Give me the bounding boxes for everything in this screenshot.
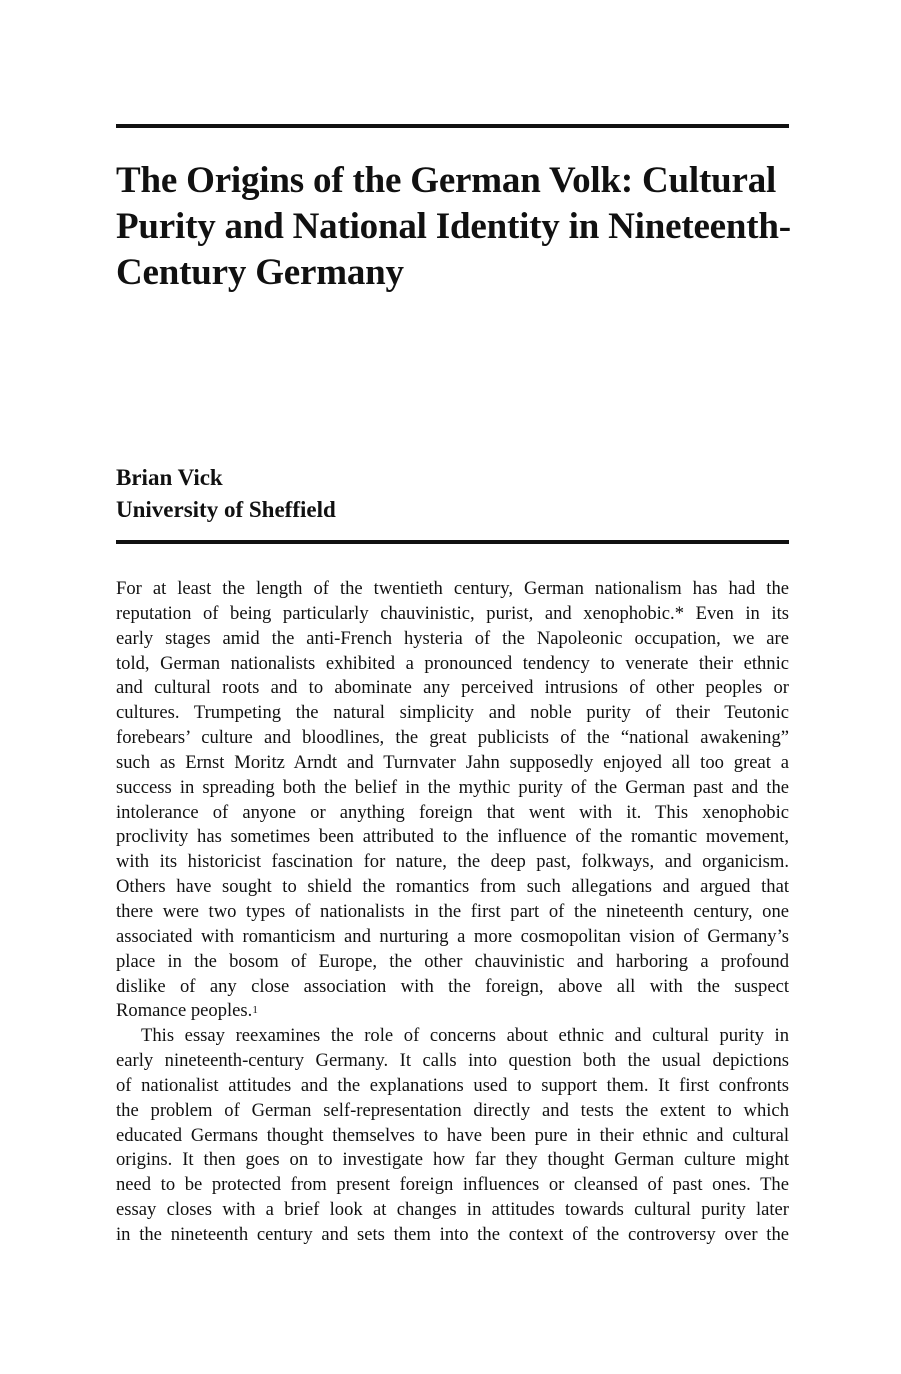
- text-line-content: Romance peoples.: [116, 1000, 253, 1022]
- text-line: forebears’ culture and bloodlines, the great publicists of the “national awakening”: [116, 727, 789, 749]
- top-rule: [116, 124, 789, 128]
- text-line: reputation of being particularly chauvinistic, purist, and xenophobic.* Even in its: [116, 602, 789, 624]
- text-line: the problem of German self-representation directly and tests the extent to which: [116, 1099, 789, 1121]
- author-affiliation: University of Sheffield: [116, 497, 336, 522]
- text-line: proclivity has sometimes been attributed to the influence of the romantic movement,: [116, 826, 789, 848]
- text-line: and cultural roots and to abominate any perceived intrusions of other peoples or: [116, 677, 789, 699]
- paragraph-1: [116, 577, 789, 1024]
- author-name: Brian Vick: [116, 465, 223, 490]
- footnote-marker: 1: [252, 1004, 258, 1017]
- text-line: in the nineteenth century and sets them into the context of the controversy over the: [116, 1223, 789, 1245]
- text-line: success in spreading both the belief in the mythic purity of the German past and the: [116, 776, 789, 798]
- text-line: told, German nationalists exhibited a pronounced tendency to venerate their ethnic: [116, 652, 789, 674]
- text-line: This essay reexamines the role of concerns about ethnic and cultural purity in: [141, 1025, 789, 1047]
- text-line: Others have sought to shield the romantics from such allegations and argued that: [116, 876, 789, 898]
- text-line: need to be protected from present foreign influences or cleansed of past ones. The: [116, 1174, 789, 1196]
- text-line: [116, 999, 789, 1024]
- paragraph-2: [116, 1024, 789, 1248]
- text-line: there were two types of nationalists in the first part of the nineteenth century, one: [116, 900, 789, 922]
- text-line: associated with romanticism and nurturing a more cosmopolitan vision of Germany’s: [116, 925, 789, 947]
- text-line: such as Ernst Moritz Arndt and Turnvater Jahn supposedly enjoyed all too great a: [116, 751, 789, 773]
- text-line: educated Germans thought themselves to have been pure in their ethnic and cultural: [116, 1124, 789, 1146]
- text-line: of nationalist attitudes and the explanations used to support them. It first confronts: [116, 1074, 789, 1096]
- text-line: essay closes with a brief look at changes in attitudes towards cultural purity later: [116, 1199, 789, 1221]
- text-line: place in the bosom of Europe, the other chauvinistic and harboring a profound: [116, 950, 789, 972]
- text-line: early nineteenth-century Germany. It calls into question both the usual depictions: [116, 1050, 789, 1072]
- text-line: dislike of any close association with the foreign, above all with the suspect: [116, 975, 789, 997]
- title-line: Purity and National Identity in Nineteenth-: [116, 206, 791, 247]
- title-line: The Origins of the German Volk: Cultural: [116, 160, 777, 201]
- text-line: with its historicist fascination for nature, the deep past, folkways, and organicism.: [116, 851, 789, 873]
- text-line: For at least the length of the twentieth century, German nationalism has had the: [116, 578, 789, 599]
- text-line: cultures. Trumpeting the natural simplicity and noble purity of their Teutonic: [116, 702, 789, 724]
- article-title: [116, 158, 806, 296]
- section-rule: [116, 540, 789, 544]
- text-line: origins. It then goes on to investigate how far they thought German culture might: [116, 1149, 789, 1171]
- article-body: [116, 577, 789, 1248]
- text-line: intolerance of anyone or anything foreign that went with it. This xenophobic: [116, 801, 789, 823]
- author-block: [116, 462, 336, 526]
- text-line: early stages amid the anti-French hysteria of the Napoleonic occupation, we are: [116, 627, 789, 649]
- title-line: Century Germany: [116, 252, 404, 293]
